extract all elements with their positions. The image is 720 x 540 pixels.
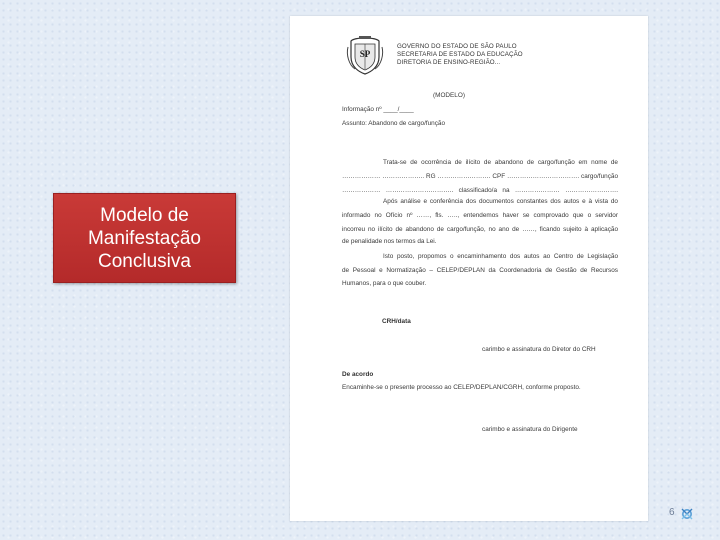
ribbon-logo-icon [679,507,695,521]
informacao-line: Informação nº ____/____ [342,106,414,113]
coat-of-arms-seal-icon [345,35,385,75]
modelo-label: (MODELO) [433,92,465,99]
paragraph-3-line: Humanos, para o que couber. [342,280,427,287]
paragraph-1-line: Trata-se de ocorrência de ilícito de abandono de cargo/função em nome de [383,159,618,166]
paragraph-2-line: incorreu no ilícito de abandono de cargo/função, no ano de ……, ficando sujeito à aplicação [342,226,618,233]
slide-label-text: Modelo de Manifestação Conclusiva [87,204,201,272]
slide-label-box [53,193,236,283]
paragraph-2-line: informado no Ofício nº ……, fls. ….., entendemos haver se comprovado que o servidor [342,212,618,219]
paragraph-3-line: Isto posto, propomos o encaminhamento dos autos ao Centro de Legislação [383,253,618,260]
paragraph-2-line: Após análise e conferência dos documentos constantes dos autos e à vista do [383,198,618,205]
document-page [290,16,648,521]
assunto-line: Assunto: Abandono de cargo/função [342,120,446,127]
header-line: GOVERNO DO ESTADO DE SÃO PAULO [397,43,517,50]
encaminhe-line: Encaminhe-se o presente processo ao CELEP/DEPLAN/CGRH, conforme proposto. [342,384,581,391]
seal-text: SP [359,49,371,59]
paragraph-1-line: ……………… ………………………….. classificado/a na ………………… ……………………. [342,187,618,194]
paragraph-1-line: ……………… ……………….. RG ……………………. CPF ……………………………. cargo/função [342,173,618,180]
signature-diretor-label: carimbo e assinatura do Diretor do CRH [482,346,596,353]
de-acordo-label: De acordo [342,371,374,378]
document-header [397,43,523,67]
crh-data-label: CRH/data [382,318,411,325]
page-number: 6 [669,507,675,518]
paragraph-2-line: de penalidade nos termos da Lei. [342,238,437,245]
paragraph-3-line: de Pessoal e Normatização – CELEP/DEPLAN da Coordenadoria de Gestão de Recursos [342,267,618,274]
signature-dirigente-label: carimbo e assinatura do Dirigente [482,426,578,433]
header-line: DIRETORIA DE ENSINO-REGIÃO... [397,59,501,66]
header-line: SECRETARIA DE ESTADO DA EDUCAÇÃO [397,51,523,58]
